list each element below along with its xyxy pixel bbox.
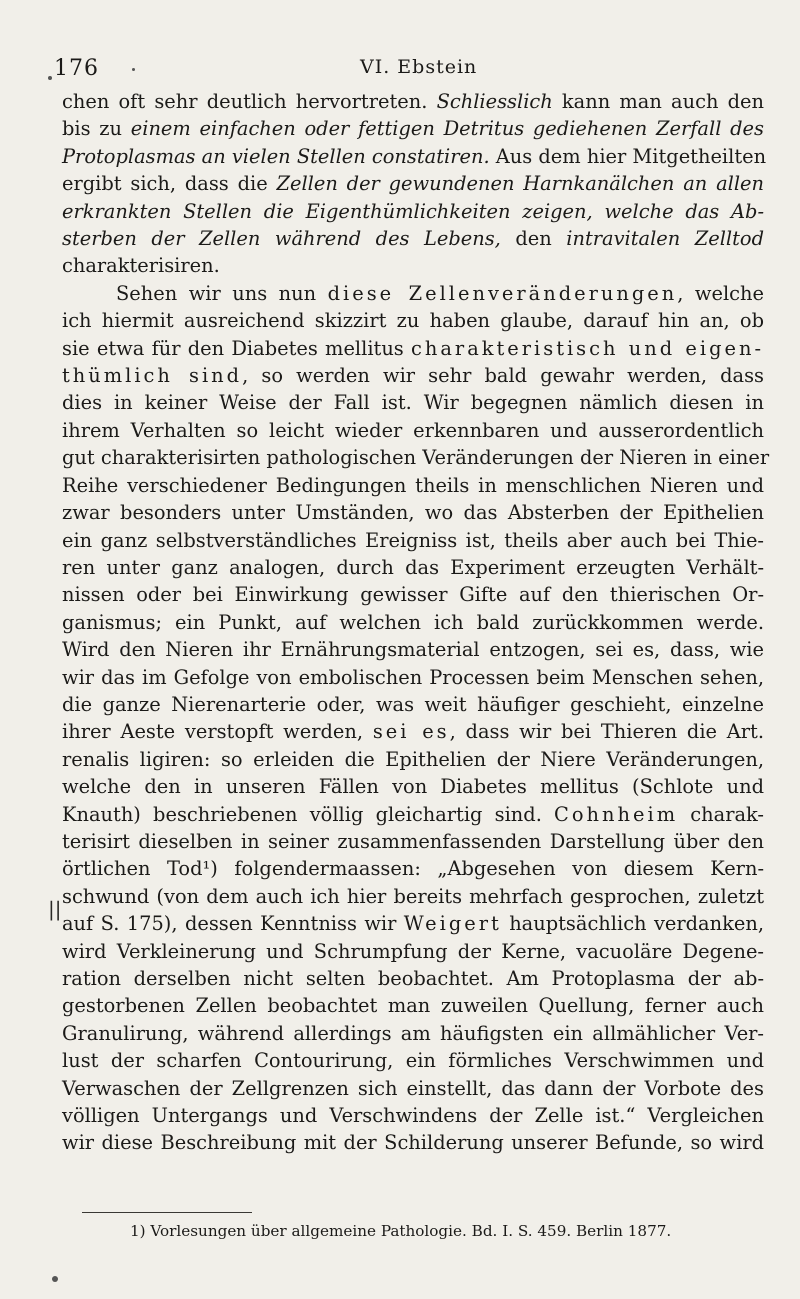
text-line: Sehen wir uns nun diese Zellenveränderungen, welche <box>116 281 764 305</box>
text-line: gut charakterisirten pathologischen Veränderungen der Nieren in einer <box>62 446 770 470</box>
text-line: gestorbenen Zellen beobachtet man zuweilen Quellung, ferner auch <box>62 994 764 1018</box>
page-number: 176 <box>54 56 99 81</box>
text-line: die ganze Nierenarterie oder, was weit häufiger geschieht, einzelne <box>62 692 764 716</box>
text-line: lust der scharfen Contourirung, ein förmliches Verschwimmen und <box>62 1049 764 1073</box>
text-line: Granulirung, während allerdings am häufigsten ein allmählicher Ver- <box>62 1021 764 1045</box>
text-line: terisirt dieselben in seiner zusammenfassenden Darstellung über den <box>62 829 764 853</box>
text-line: nissen oder bei Einwirkung gewisser Gifte auf den thierischen Or- <box>62 583 764 607</box>
text-line: renalis ligiren: so erleiden die Epithelien der Niere Veränderungen, <box>62 747 764 771</box>
text-line: völligen Untergangs und Verschwindens der Zelle ist.“ Vergleichen <box>62 1104 764 1128</box>
text-line: ihrem Verhalten so leicht wieder erkennbaren und ausserordentlich <box>62 418 764 442</box>
text-line: Wird den Nieren ihr Ernährungsmaterial entzogen, sei es, dass, wie <box>62 638 764 662</box>
text-line: wir diese Beschreibung mit der Schilderung unserer Befunde, so wird <box>62 1131 764 1155</box>
text-line: chen oft sehr deutlich hervortreten. Schliesslich kann man auch den <box>62 90 764 113</box>
text-line: auf S. 175), dessen Kenntniss wir Weigert hauptsächlich verdanken, <box>62 912 764 936</box>
paper-speck <box>52 1276 58 1282</box>
text-line: ren unter ganz analogen, durch das Experiment erzeugten Verhält- <box>62 555 764 579</box>
text-line: Protoplasmas an vielen Stellen constatiren. Aus dem hier Mitgetheilten <box>62 144 767 168</box>
text-line: schwund (von dem auch ich hier bereits mehrfach gesprochen, zuletzt <box>62 884 764 908</box>
text-line: ergibt sich, dass die Zellen der gewundenen Harnkanälchen an allen <box>62 172 765 196</box>
paper-speck <box>132 68 135 71</box>
text-line: örtlichen Tod¹) folgendermaassen: „Abgesehen von diesem Kern- <box>62 857 764 881</box>
text-line: welche den in unseren Fällen von Diabetes mellitus (Schlote und <box>62 775 764 799</box>
text-line: Knauth) beschriebenen völlig gleichartig sind. Cohnheim charak- <box>62 802 764 826</box>
body-text <box>62 88 770 1157</box>
text-line: ein ganz selbstverständliches Ereigniss ist, theils aber auch bei Thie- <box>62 528 764 552</box>
text-line: Reihe verschiedener Bedingungen theils in menschlichen Nieren und <box>62 473 764 497</box>
page-header <box>48 48 760 88</box>
text-line: ich hiermit ausreichend skizzirt zu haben glaube, darauf hin an, ob <box>62 309 764 333</box>
footnote: 1) Vorlesungen über allgemeine Pathologie. Bd. I. S. 459. Berlin 1877. <box>130 1222 672 1240</box>
footnote-rule <box>82 1212 252 1213</box>
running-head: VI. Ebstein <box>360 56 478 78</box>
text-line: sie etwa für den Diabetes mellitus charakteristisch und eigen- <box>62 336 764 360</box>
text-line: zwar besonders unter Umständen, wo das Absterben der Epithelien <box>62 501 764 525</box>
text-line: ration derselben nicht selten beobachtet. Am Protoplasma der ab- <box>62 967 764 990</box>
paper-speck <box>48 76 52 80</box>
text-line: sterben der Zellen während des Lebens, den intravitalen Zelltod <box>62 227 764 251</box>
text-line: thümlich sind, so werden wir sehr bald gewahr werden, dass <box>62 364 765 388</box>
text-line: Verwaschen der Zellgrenzen sich einstellt, das dann der Vorbote des <box>62 1076 764 1100</box>
text-line: wir das im Gefolge von embolischen Processen beim Menschen sehen, <box>62 665 764 689</box>
text-line: charakterisiren. <box>62 254 220 278</box>
text-line: ganismus; ein Punkt, auf welchen ich bald zurückkommen werde. <box>62 610 764 634</box>
text-line: ihrer Aeste verstopft werden, sei es, dass wir bei Thieren die Art. <box>62 720 764 744</box>
text-line: erkrankten Stellen die Eigenthümlichkeiten zeigen, welche das Ab- <box>62 199 764 223</box>
margin-mark: || <box>48 897 62 921</box>
text-line: dies in keiner Weise der Fall ist. Wir begegnen nämlich diesen in <box>62 391 764 415</box>
text-line: bis zu einem einfachen oder fettigen Detritus gediehenen Zerfall des <box>62 117 764 141</box>
text-line: wird Verkleinerung und Schrumpfung der Kerne, vacuoläre Degene- <box>62 939 764 963</box>
